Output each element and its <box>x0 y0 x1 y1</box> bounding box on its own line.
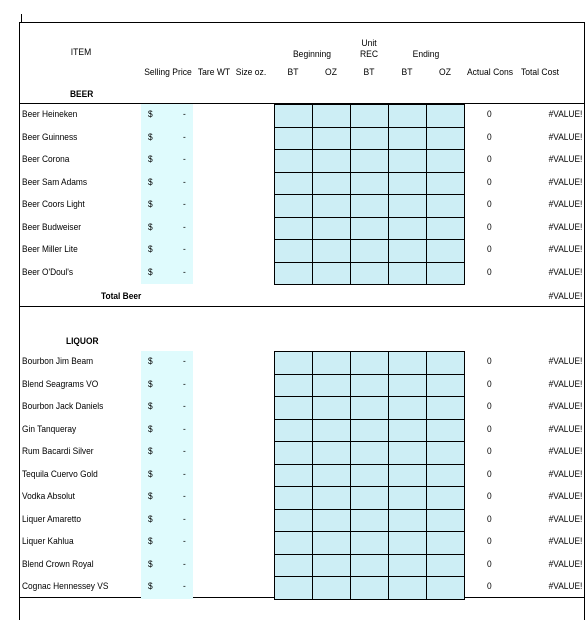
section-label-beer: BEER <box>70 89 94 100</box>
item-label: Bourbon Jim Beam <box>22 356 94 367</box>
currency-symbol: $ <box>148 401 153 412</box>
item-label: Gin Tanqueray <box>22 423 77 435</box>
actual-cons-value: 0 <box>487 221 492 233</box>
header-rec-bt: BT <box>363 67 375 78</box>
item-label: Liquer Kahlua <box>22 536 74 547</box>
currency-symbol: $ <box>148 423 153 435</box>
item-label: Beer Heineken <box>22 109 78 120</box>
actual-cons-value: 0 <box>487 378 492 390</box>
total-cost-value: #VALUE! <box>548 491 582 502</box>
actual-cons-value: 0 <box>487 131 492 143</box>
item-label: Beer Corona <box>22 154 70 165</box>
liquor-grid-row <box>274 464 465 465</box>
currency-symbol: $ <box>148 558 153 570</box>
actual-cons-value: 0 <box>487 244 492 255</box>
top-left-tick <box>21 14 22 22</box>
price-value: - <box>183 423 186 435</box>
liquor-grid-row <box>274 486 465 487</box>
liquor-grid-row <box>274 531 465 532</box>
total-beer-value: #VALUE! <box>548 291 582 302</box>
price-value: - <box>183 446 186 457</box>
beer-grid-row <box>274 172 465 173</box>
currency-symbol: $ <box>148 199 153 210</box>
currency-symbol: $ <box>148 266 153 278</box>
currency-symbol: $ <box>148 176 153 188</box>
item-label: Beer Guinness <box>22 131 78 143</box>
total-cost-value: #VALUE! <box>548 199 582 210</box>
total-cost-value: #VALUE! <box>548 221 582 233</box>
header-beginning: Beginning <box>292 49 332 60</box>
liquor-grid-row <box>274 396 465 397</box>
beer-grid-row <box>274 127 465 128</box>
liquor-grid-row <box>274 441 465 442</box>
header-rec: REC <box>359 49 379 60</box>
actual-cons-value: 0 <box>487 513 492 525</box>
total-cost-value: #VALUE! <box>548 446 582 457</box>
liquor-grid-col <box>312 351 313 600</box>
actual-cons-value: 0 <box>487 266 492 278</box>
total-cost-value: #VALUE! <box>548 581 582 592</box>
actual-cons-value: 0 <box>487 401 492 412</box>
currency-symbol: $ <box>148 491 153 502</box>
liquor-grid-col <box>426 351 427 600</box>
price-value: - <box>183 468 186 480</box>
price-value: - <box>183 109 186 120</box>
header-actual-cons: Actual Cons <box>466 67 514 78</box>
total-cost-value: #VALUE! <box>548 356 582 367</box>
currency-symbol: $ <box>148 221 153 233</box>
item-label: Beer Sam Adams <box>22 176 88 188</box>
header-unit: Unit <box>361 38 377 49</box>
actual-cons-value: 0 <box>487 491 492 502</box>
total-cost-value: #VALUE! <box>548 266 582 278</box>
total-cost-value: #VALUE! <box>548 244 582 255</box>
actual-cons-value: 0 <box>487 423 492 435</box>
liquor-grid-row <box>274 599 465 600</box>
total-cost-value: #VALUE! <box>548 131 582 143</box>
header-beginning-bt: BT <box>287 67 299 78</box>
actual-cons-value: 0 <box>487 154 492 165</box>
item-label: Tequila Cuervo Gold <box>22 468 98 480</box>
currency-symbol: $ <box>148 513 153 525</box>
total-cost-value: #VALUE! <box>548 536 582 547</box>
currency-symbol: $ <box>148 356 153 367</box>
actual-cons-value: 0 <box>487 109 492 120</box>
total-beer-label: Total Beer <box>101 291 142 302</box>
currency-symbol: $ <box>148 468 153 480</box>
item-label: Beer Coors Light <box>22 199 85 210</box>
beer-grid-row <box>274 104 465 105</box>
price-value: - <box>183 401 186 412</box>
beer-grid-row <box>274 149 465 150</box>
liquor-grid-col <box>388 351 389 600</box>
actual-cons-value: 0 <box>487 558 492 570</box>
total-cost-value: #VALUE! <box>548 154 582 165</box>
liquor-grid-row <box>274 351 465 352</box>
item-label: Beer Budweiser <box>22 221 82 233</box>
header-item: ITEM <box>70 47 92 58</box>
price-value: - <box>183 266 186 278</box>
actual-cons-value: 0 <box>487 176 492 188</box>
price-value: - <box>183 199 186 210</box>
beer-grid-row <box>274 194 465 195</box>
actual-cons-value: 0 <box>487 536 492 547</box>
currency-symbol: $ <box>148 378 153 390</box>
item-label: Blend Seagrams VO <box>22 378 99 390</box>
actual-cons-value: 0 <box>487 446 492 457</box>
liquor-grid-col <box>274 351 275 600</box>
section-divider <box>19 306 585 307</box>
header-selling-price: Selling Price <box>144 67 192 78</box>
liquor-grid-col <box>350 351 351 600</box>
liquor-grid-row <box>274 576 465 577</box>
item-label: Liquer Amaretto <box>22 513 82 525</box>
liquor-input-fill <box>274 351 464 599</box>
header-ending-oz: OZ <box>439 67 451 78</box>
currency-symbol: $ <box>148 536 153 547</box>
currency-symbol: $ <box>148 581 153 592</box>
actual-cons-value: 0 <box>487 468 492 480</box>
currency-symbol: $ <box>148 446 153 457</box>
beer-grid-row <box>274 284 465 285</box>
header-tare-wt: Tare WT <box>197 67 231 78</box>
beer-grid-row <box>274 239 465 240</box>
price-value: - <box>183 513 186 525</box>
sheet-left-border <box>19 22 20 620</box>
total-cost-value: #VALUE! <box>548 423 582 435</box>
liquor-grid-row <box>274 419 465 420</box>
actual-cons-value: 0 <box>487 356 492 367</box>
total-cost-value: #VALUE! <box>548 401 582 412</box>
total-cost-value: #VALUE! <box>548 378 582 390</box>
currency-symbol: $ <box>148 244 153 255</box>
header-ending: Ending <box>412 49 440 60</box>
liquor-grid-row <box>274 554 465 555</box>
actual-cons-value: 0 <box>487 199 492 210</box>
header-size-oz: Size oz. <box>235 67 267 78</box>
currency-symbol: $ <box>148 131 153 143</box>
item-label: Bourbon Jack Daniels <box>22 401 104 412</box>
item-label: Beer O'Doul's <box>22 266 74 278</box>
header-ending-bt: BT <box>401 67 413 78</box>
total-cost-value: #VALUE! <box>548 468 582 480</box>
sheet-top-border <box>19 22 585 23</box>
total-cost-value: #VALUE! <box>548 513 582 525</box>
price-value: - <box>183 581 186 592</box>
price-value: - <box>183 536 186 547</box>
liquor-grid-row <box>274 509 465 510</box>
price-value: - <box>183 154 186 165</box>
total-cost-value: #VALUE! <box>548 176 582 188</box>
actual-cons-value: 0 <box>487 581 492 592</box>
price-value: - <box>183 176 186 188</box>
header-total-cost: Total Cost <box>520 67 560 78</box>
currency-symbol: $ <box>148 109 153 120</box>
liquor-grid-row <box>274 374 465 375</box>
header-beginning-oz: OZ <box>325 67 337 78</box>
currency-symbol: $ <box>148 154 153 165</box>
price-value: - <box>183 356 186 367</box>
section-label-liquor: LIQUOR <box>66 336 99 347</box>
price-value: - <box>183 221 186 233</box>
item-label: Cognac Hennessey VS <box>22 581 109 592</box>
total-cost-value: #VALUE! <box>548 109 582 120</box>
item-label: Vodka Absolut <box>22 491 75 502</box>
price-value: - <box>183 491 186 502</box>
item-label: Rum Bacardi Silver <box>22 446 94 457</box>
price-value: - <box>183 244 186 255</box>
beer-grid-row <box>274 217 465 218</box>
item-label: Beer Miller Lite <box>22 244 78 255</box>
total-cost-value: #VALUE! <box>548 558 582 570</box>
price-value: - <box>183 378 186 390</box>
beer-grid-row <box>274 262 465 263</box>
liquor-grid-col <box>464 351 465 600</box>
price-value: - <box>183 131 186 143</box>
price-value: - <box>183 558 186 570</box>
item-label: Blend Crown Royal <box>22 558 94 570</box>
